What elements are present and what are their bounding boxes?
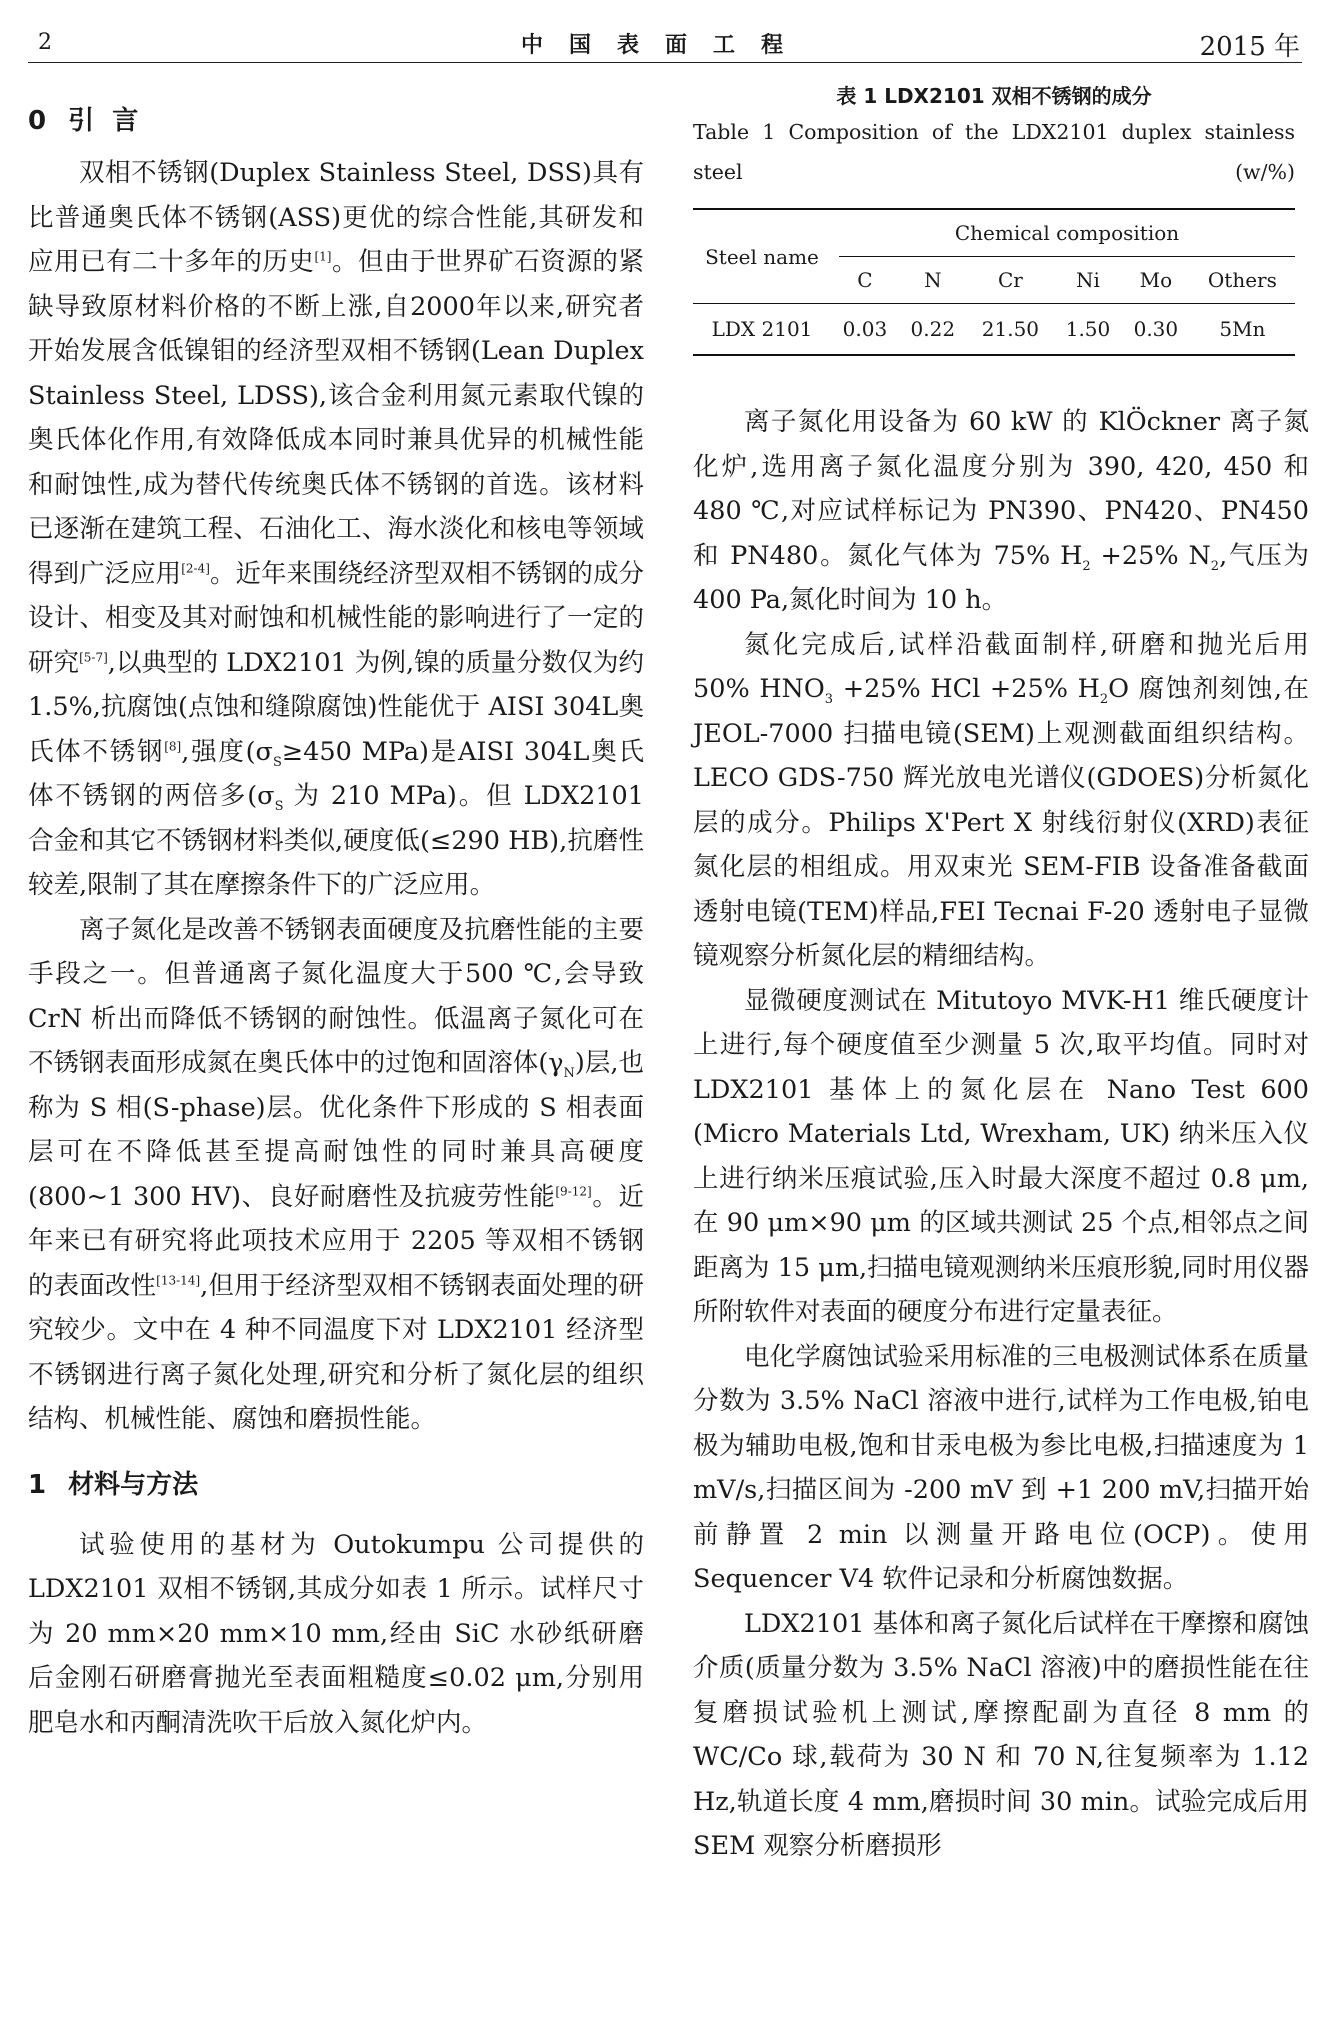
subscript: 2	[1099, 692, 1109, 708]
subscript: N	[563, 1066, 575, 1082]
table-col-header: Mo	[1139, 268, 1173, 292]
table-row-header: Steel name	[693, 209, 831, 304]
table-1-unit: (w/%)	[1235, 160, 1295, 184]
subscript: S	[274, 799, 284, 815]
citation-ref: [8]	[164, 739, 182, 753]
table-col-header: C	[857, 268, 873, 292]
citation-ref: [9-12]	[555, 1184, 592, 1198]
intro-paragraph-2	[28, 908, 644, 1442]
text-run: 。近年来已有研究将此项技术应用于 2205 等双相不锈钢的表面改性	[28, 1181, 644, 1301]
text-run: ,但用于经济型双相不锈钢表面处理的研究较少。文中在 4 种不同温度下对 LDX2101 经济型不锈钢进行离子氮化处理,研究和分析了氮化层的组织结构、机械性能、腐蚀和磨损性能。	[28, 1270, 644, 1434]
text-run: 试验使用的基材为 Outokumpu 公司提供的 LDX2101 双相不锈钢,其成分如表 1 所示。试样尺寸为 20 mm×20 mm×10 mm,经由 SiC 水砂纸研磨后金刚石研磨膏抛光至表面粗糙度≤0.02 μm,分别用肥皂水和丙酮清洗吹干后放入氮化炉内。	[28, 1529, 644, 1738]
text-run: +25% N	[1090, 540, 1211, 571]
table-cell: 0.22	[899, 304, 967, 356]
text-run: 氮化完成后,试样沿截面制样,研磨和抛光后用 50% HNO	[693, 629, 1309, 704]
table-cell-steel-name: LDX 2101	[693, 304, 831, 356]
text-run: 电化学腐蚀试验采用标准的三电极测试体系在质量分数为 3.5% NaCl 溶液中进行,试样为工作电极,铂电极为辅助电极,饱和甘汞电极为参比电极,扫描速度为 1 mV/s,扫描区间为 -200 mV 到 +1 200 mV,扫描开始前静置 2 min 以测量开路电位(OCP)。使用 Sequencer V4 软件记录和分析腐蚀数据。	[693, 1341, 1309, 1594]
table-1-title-cn: 表 1 LDX2101 双相不锈钢的成分	[836, 84, 1152, 108]
text-run: 双相不锈钢(Duplex Stainless Steel, DSS)具有比普通奥氏体不锈钢(ASS)更优的综合性能,其研发和应用已有二十多年的历史	[28, 158, 644, 277]
citation-ref: [1]	[314, 249, 332, 264]
subscript: 3	[824, 692, 834, 708]
subscript: 2	[1210, 558, 1220, 574]
journal-title: 中国表面工程	[520, 32, 809, 58]
section-1-number: 1	[28, 1469, 47, 1500]
table-col-header: Ni	[1076, 268, 1100, 292]
text-run: )层,也称为 S 相(S-phase)层。优化条件下形成的 S 相表面层可在不降低甚至提高耐蚀性的同时兼具高硬度(800~1 300 HV)、良好耐磨性及抗疲劳性能	[28, 1048, 644, 1212]
table-cell: 5Mn	[1190, 304, 1295, 356]
methods-paragraph-1	[28, 1523, 644, 1746]
text-run: 离子氮化是改善不锈钢表面硬度及抗磨性能的主要手段之一。但普通离子氮化温度大于500 ℃,会导致 CrN 析出而降低不锈钢的耐蚀性。低温离子氮化可在不锈钢表面形成氮在奥氏体中的过饱和固溶体(γ	[28, 914, 644, 1078]
intro-paragraph-1	[28, 151, 644, 908]
citation-ref: [5-7]	[79, 650, 108, 664]
methods-paragraph-6	[693, 1602, 1309, 1869]
citation-ref: [13-14]	[156, 1273, 201, 1287]
text-run: 。但由于世界矿石资源的紧缺导致原材料价格的不断上涨,自2000年以来,研究者开始发展含低镍钼的经济型双相不锈钢(Lean Duplex Stainless Steel, LDSS),该合金利用氮元素取代镍的奥氏体化作用,有效降低成本同时兼具优异的机械性能和耐蚀性,成为替代传统奥氏体不锈钢的首选。该材料已逐渐在建筑工程、石油化工、海水淡化和核电等领域得到广泛应用	[28, 247, 644, 589]
text-run: 离子氮化用设备为 60 kW 的 KlÖckner 离子氮化炉,选用离子氮化温度分别为 390, 420, 450 和 480 ℃,对应试样标记为 PN390、PN420、PN450 和 PN480。氮化气体为 75% H	[693, 407, 1309, 571]
issue-year: 2015 年	[1199, 32, 1300, 62]
table-cell: 0.30	[1122, 304, 1190, 356]
text-run: ≥450 MPa)是AISI 304L奥氏体不锈钢的两倍多(σ	[28, 736, 644, 811]
text-run: O 腐蚀剂刻蚀,在 JEOL-7000 扫描电镜(SEM)上观测截面组织结构。LECO GDS-750 辉光放电光谱仪(GDOES)分析氮化层的成分。Philips X'Pert X 射线衍射仪(XRD)表征氮化层的相组成。用双束光 SEM-FIB 设备准备截面透射电镜(TEM)样品,FEI Tecnai F-20 透射电子显微镜观察分析氮化层的精细结构。	[693, 674, 1309, 971]
table-group-header-label: Chemical composition	[839, 210, 1295, 257]
subscript: 2	[1082, 558, 1091, 574]
table-row	[693, 304, 1295, 356]
text-run: ,强度(σ	[181, 736, 273, 767]
section-1-title: 材料与方法	[68, 1469, 199, 1500]
text-run: 为 210 MPa)。但 LDX2101 合金和其它不锈钢材料类似,硬度低(≤290 HB),抗磨性较差,限制了其在摩擦条件下的广泛应用。	[28, 781, 644, 900]
section-1-heading	[28, 1464, 644, 1501]
section-0-number: 0	[28, 106, 47, 136]
section-0-title: 引 言	[68, 106, 139, 136]
methods-paragraph-5	[693, 1335, 1309, 1602]
text-run: LDX2101 基体和离子氮化后试样在干摩擦和腐蚀介质(质量分数为 3.5% NaCl 溶液)中的磨损性能在往复磨损试验机上测试,摩擦配副为直径 8 mm 的 WC/Co 球,载荷为 30 N 和 70 N,往复频率为 1.12 Hz,轨道长度 4 mm,磨损时间 30 min。试验完成后用 SEM 观察分析磨损形	[693, 1608, 1309, 1861]
table-group-header	[831, 209, 1295, 257]
left-column	[28, 100, 644, 1745]
text-run: +25% HCl +25% H	[833, 674, 1100, 704]
text-run: 显微硬度测试在 Mitutoyo MVK-H1 维氏硬度计上进行,每个硬度值至少测量 5 次,取平均值。同时对 LDX2101 基体上的氮化层在 Nano Test 600 (Micro Materials Ltd, Wrexham, UK) 纳米压入仪上进行纳米压痕试验,压入时最大深度不超过 0.8 μm,在 90 μm×90 μm 的区域共测试 25 个点,相邻点之间距离为 15 μm,扫描电镜观测纳米压痕形貌,同时用仪器所附软件对表面的硬度分布进行定量表征。	[693, 985, 1309, 1327]
table-col-header: Others	[1207, 268, 1277, 292]
table-1-title-en-text: Table 1 Composition of the LDX2101 duplex stainless steel	[693, 120, 1295, 184]
table-1	[693, 80, 1295, 356]
table-cell: 1.50	[1054, 304, 1122, 356]
page-number: 2	[38, 30, 52, 55]
methods-paragraph-4	[693, 979, 1309, 1335]
running-header	[28, 22, 1302, 63]
text-run: 。近年来围绕经济型双相不锈钢的成分设计、相变及其对耐蚀和机械性能的影响进行了一定的研究	[28, 558, 644, 678]
subscript: S	[272, 754, 282, 770]
table-col-header: N	[924, 268, 942, 292]
table-cell: 0.03	[831, 304, 899, 356]
section-0-heading	[28, 100, 644, 137]
citation-ref: [2-4]	[181, 561, 210, 575]
table-col-header: Cr	[997, 268, 1023, 292]
text-run: ,气压为 400 Pa,氮化时间为 10 h。	[693, 540, 1310, 615]
table-cell: 21.50	[967, 304, 1054, 356]
methods-paragraph-2	[693, 400, 1309, 623]
methods-paragraph-3	[693, 623, 1309, 979]
composition-table	[693, 208, 1295, 356]
table-1-title-en	[693, 112, 1295, 192]
text-run: ,以典型的 LDX2101 为例,镍的质量分数仅为约1.5%,抗腐蚀(点蚀和缝隙腐蚀)性能优于 AISI 304L奥氏体不锈钢	[28, 647, 644, 767]
right-column	[693, 80, 1309, 1869]
